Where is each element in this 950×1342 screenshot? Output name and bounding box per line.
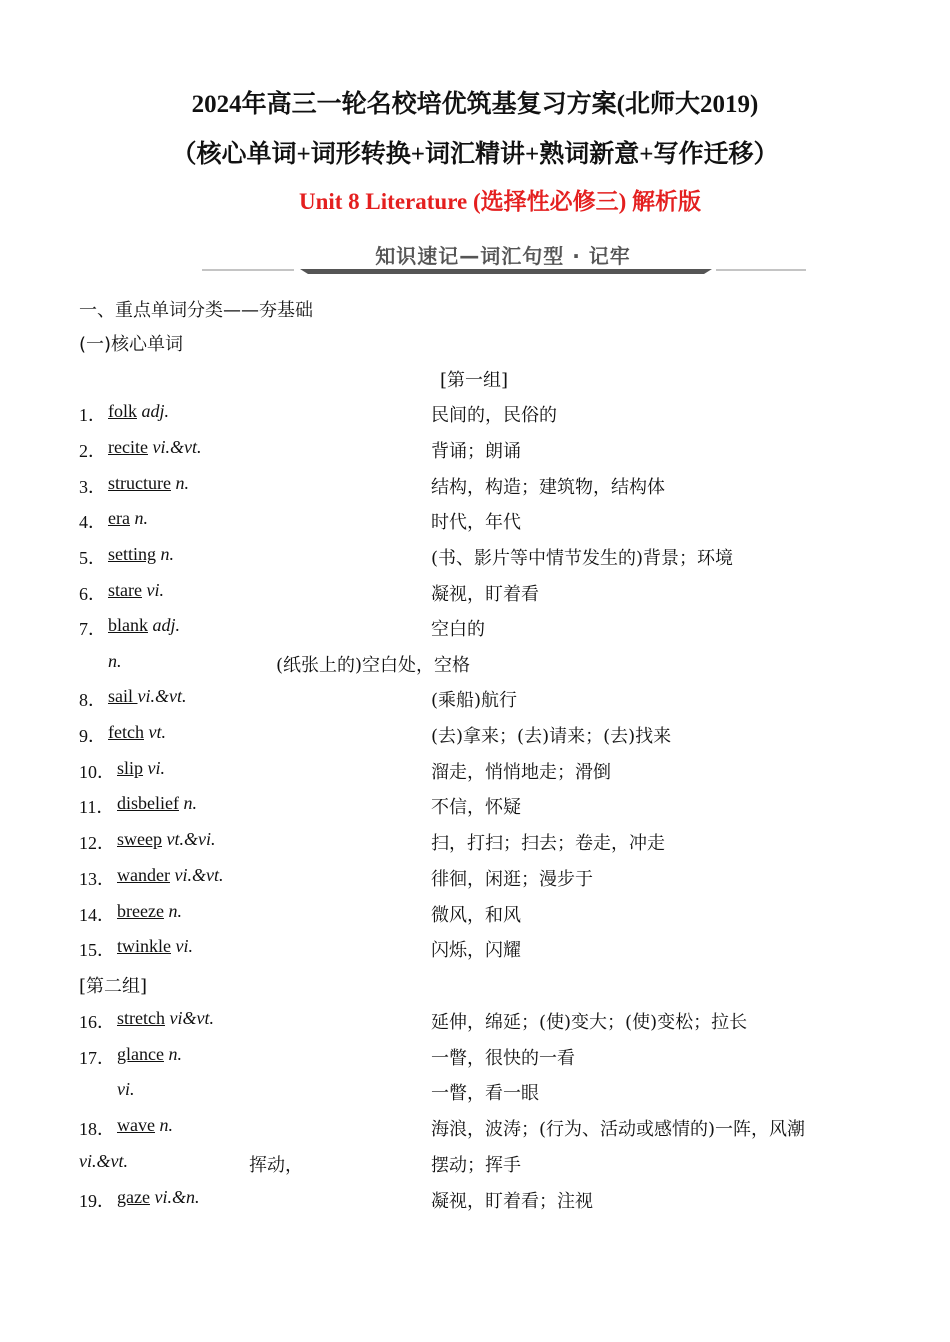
vocab-entry	[79, 508, 879, 538]
entry-pos: vi&vt.	[169, 1008, 214, 1028]
entry-word: disbelief	[117, 793, 179, 813]
entry-pos: n.	[183, 793, 197, 813]
entry-number: 14．	[79, 905, 115, 925]
entry-meaning: 闪烁，闪耀	[431, 940, 521, 961]
vocab-entry	[79, 793, 879, 823]
entry-word: sail	[108, 686, 138, 706]
vocab-entry-continued	[79, 1151, 879, 1181]
vocab-entry	[79, 580, 879, 610]
entry-number: 17．	[79, 1048, 115, 1068]
vocab-entry-continued	[79, 651, 879, 681]
entry-pos: n.	[108, 651, 122, 671]
vocab-entry	[79, 1044, 879, 1074]
entry-word: recite	[108, 437, 148, 457]
entry-word: fetch	[108, 722, 144, 742]
entry-meaning: 一瞥，很快的一看	[431, 1048, 575, 1069]
vocab-entry	[79, 401, 879, 431]
entry-pos: n.	[160, 544, 174, 564]
entry-word: glance	[117, 1044, 164, 1064]
entry-pos: vi.	[117, 1079, 135, 1099]
entry-meaning: 海浪，波涛；(行为、活动或感情的)一阵，风潮	[431, 1119, 806, 1140]
entry-meaning: 时代，年代	[431, 512, 521, 533]
entry-meaning: 背诵；朗诵	[431, 441, 521, 462]
entry-pos: vi.&vt.	[79, 1151, 128, 1171]
vocab-entry	[79, 758, 879, 788]
entry-number: 6．	[79, 584, 106, 604]
entry-number: 11．	[79, 797, 115, 817]
entry-word: stretch	[117, 1008, 165, 1028]
entry-word: gaze	[117, 1187, 150, 1207]
entry-meaning: (书、影片等中情节发生的)背景；环境	[431, 548, 734, 569]
entry-meaning: 凝视，盯着看；注视	[431, 1191, 593, 1212]
vocab-entry	[79, 829, 879, 859]
entry-number: 9．	[79, 726, 106, 746]
document-title: 2024年高三一轮名校培优筑基复习方案(北师大2019)	[191, 91, 759, 118]
entry-pos: vi.	[147, 758, 166, 778]
vocab-entry	[79, 615, 879, 645]
entry-word: wave	[117, 1115, 155, 1135]
entry-number: 16．	[79, 1012, 115, 1032]
entry-meaning: 摆动；挥手	[431, 1155, 521, 1176]
entry-pos: adj.	[141, 401, 170, 421]
entry-number: 3．	[79, 477, 106, 497]
entry-number: 2．	[79, 441, 106, 461]
section-heading: 一、重点单词分类——夯基础	[79, 300, 313, 321]
entry-number: 5．	[79, 548, 106, 568]
entry-word: stare	[108, 580, 142, 600]
group-label-second: [第二组]	[79, 976, 148, 997]
entry-word: sweep	[117, 829, 162, 849]
entry-number: 7．	[79, 619, 106, 639]
vocab-entry	[79, 1187, 879, 1217]
entry-pos: vi.&vt.	[137, 686, 187, 706]
entry-number: 4．	[79, 512, 106, 532]
entry-pos: vi.&n.	[154, 1187, 200, 1207]
section-banner	[200, 238, 806, 278]
entry-pos: adj.	[152, 615, 181, 635]
entry-word: folk	[108, 401, 137, 421]
entry-number: 15．	[79, 940, 115, 960]
vocab-entry	[79, 865, 879, 895]
entry-pos: vt.	[148, 722, 166, 742]
entry-meaning: (乘船)航行	[431, 690, 518, 711]
entry-word: blank	[108, 615, 148, 635]
entry-number: 19．	[79, 1191, 115, 1211]
entry-number: 10．	[79, 762, 115, 782]
entry-pos: n.	[159, 1115, 173, 1135]
vocab-entry	[79, 901, 879, 931]
vocab-entry	[79, 722, 879, 752]
vocab-entry-continued	[79, 1079, 879, 1109]
vocab-entry	[79, 936, 879, 966]
banner-title: 知识速记—词汇句型 · 记牢	[375, 244, 631, 268]
entry-meaning: 一瞥，看一眼	[431, 1083, 539, 1104]
entry-meaning: 凝视，盯着看	[431, 584, 539, 605]
entry-word: era	[108, 508, 130, 528]
entry-meaning: 延伸，绵延；(使)变大；(使)变松；拉长	[431, 1012, 748, 1033]
vocab-entry	[79, 437, 879, 467]
vocab-entry	[79, 1115, 879, 1145]
entry-pos: vi.&vt.	[152, 437, 202, 457]
entry-pos: n.	[168, 1044, 182, 1064]
entry-word: wander	[117, 865, 170, 885]
entry-word: setting	[108, 544, 156, 564]
entry-word: twinkle	[117, 936, 171, 956]
entry-word: structure	[108, 473, 171, 493]
entry-pos: n.	[168, 901, 182, 921]
entry-meaning-extra: 挥动，	[249, 1155, 303, 1176]
entry-word: slip	[117, 758, 144, 778]
entry-meaning: (纸张上的)空白处，空格	[276, 655, 471, 676]
entry-number: 8．	[79, 690, 106, 710]
entry-meaning: 徘徊，闲逛；漫步于	[431, 869, 593, 890]
entry-meaning: 不信，怀疑	[431, 797, 521, 818]
entry-pos: vi.&vt.	[174, 865, 224, 885]
entry-number: 18．	[79, 1119, 115, 1139]
entry-pos: vt.&vi.	[166, 829, 216, 849]
entry-number: 12．	[79, 833, 115, 853]
entry-meaning: 溜走，悄悄地走；滑倒	[431, 762, 611, 783]
entry-number: 1．	[79, 405, 106, 425]
entry-meaning: 扫，打扫；扫去；卷走，冲走	[431, 833, 665, 854]
entry-meaning: (去)拿来；(去)请来；(去)找来	[431, 726, 672, 747]
vocab-entry	[79, 686, 879, 716]
entry-meaning: 空白的	[431, 619, 485, 640]
vocab-entry	[79, 544, 879, 574]
entry-meaning: 民间的，民俗的	[431, 405, 557, 426]
entry-pos: n.	[134, 508, 148, 528]
entry-pos: vi.	[175, 936, 193, 956]
unit-title: Unit 8 Literature (选择性必修三) 解析版	[298, 189, 702, 214]
entry-number: 13．	[79, 869, 115, 889]
vocab-entry	[79, 1008, 879, 1038]
entry-meaning: 结构，构造；建筑物，结构体	[431, 477, 665, 498]
entry-meaning: 微风，和风	[431, 905, 521, 926]
vocab-entry	[79, 473, 879, 503]
entry-pos: vi.	[146, 580, 164, 600]
subsection-heading: (一)核心单词	[79, 334, 184, 355]
entry-pos: n.	[175, 473, 189, 493]
entry-word: breeze	[117, 901, 164, 921]
group-label-first: [第一组]	[440, 370, 509, 391]
document-subtitle: （核心单词+词形转换+词汇精讲+熟词新意+写作迁移）	[171, 141, 779, 168]
